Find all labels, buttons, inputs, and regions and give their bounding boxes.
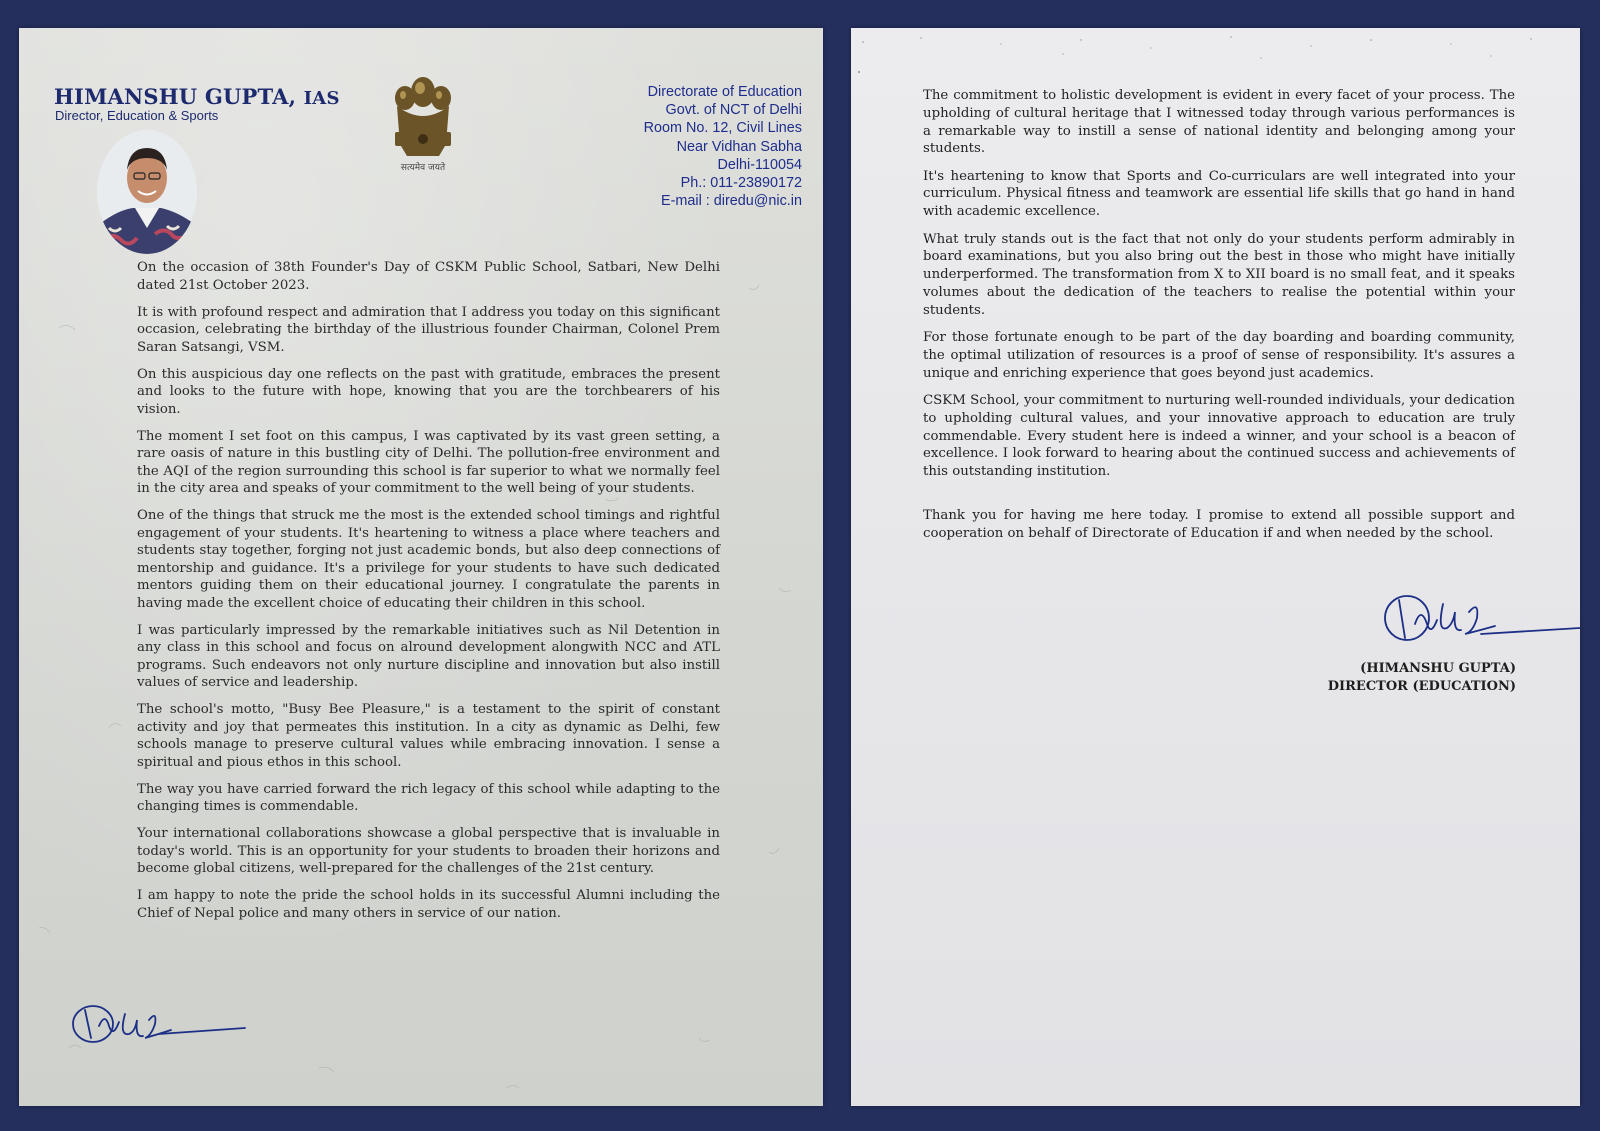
paragraph: CSKM School, your commitment to nurturing well-rounded individuals, your dedication to upholding cultural values, and your innovative approach to education are truly commendable. Every student here is indeed a winner, and your school is a beacon of excellence. I look forward to hearing about the continued success and achievements of this outstanding institution. <box>923 392 1515 480</box>
address-line: Room No. 12, Civil Lines <box>643 120 802 137</box>
address-line: E-mail : diredu@nic.in <box>661 193 802 210</box>
address-line: Govt. of NCT of Delhi <box>665 102 802 119</box>
paragraph: On the occasion of 38th Founder's Day of CSKM Public School, Satbari, New Delhi dated 21st October 2023. <box>137 260 720 293</box>
paragraph: The way you have carried forward the rich legacy of this school while adapting to the changing times is commendable. <box>137 781 720 814</box>
letter-body-page-1 <box>137 259 720 932</box>
director-photo <box>97 130 197 254</box>
emblem-motto: सत्यमेव जयते <box>400 163 446 173</box>
letter-body-page-2 <box>923 87 1515 552</box>
paragraph: It's heartening to know that Sports and Co-curriculars are well integrated into your curriculum. Physical fitness and teamwork are essential life skills that go hand in hand with academic excellence. <box>923 168 1515 220</box>
address-line: Delhi-110054 <box>717 156 802 173</box>
signature-initials <box>69 994 259 1050</box>
paragraph: One of the things that struck me the most is the extended school timings and rightful engagement of your students. It's heartening to witness a place where teachers and students stay together, forging not just academic bonds, but also deep connections of mentorship and guidance. It's a privilege for your students to have such dedicated mentors guiding them on their educational journey. I congratulate the parents in having made the excellent choice of educating their children in this school. <box>137 508 720 611</box>
closing-title: DIRECTOR (EDUCATION) <box>1327 679 1516 694</box>
paragraph: I am happy to note the pride the school holds in its successful Alumni including the Chief of Nepal police and many others in service of our nation. <box>137 888 720 921</box>
closing-block <box>1328 660 1516 696</box>
paragraph: The school's motto, "Busy Bee Pleasure," is a testament to the spirit of constant activity and joy that permeates this institution. In a city as dynamic as Delhi, few schools manage to preserve cultural values while embracing innovation. I sense a spiritual and pious ethos in this school. <box>137 702 720 770</box>
signature-initials <box>1381 590 1580 652</box>
paragraph: Thank you for having me here today. I promise to extend all possible support and cooperation on behalf of Directorate of Education if and when needed by the school. <box>923 507 1515 541</box>
paragraph: For those fortunate enough to be part of the day boarding and boarding community, the optimal utilization of resources is a proof of sense of responsibility. It's assures a unique and enriching experience that goes beyond just academics. <box>923 330 1515 381</box>
address-line: Directorate of Education <box>647 84 802 100</box>
address-line: Ph.: 011-23890172 <box>680 175 802 192</box>
paragraph: On this auspicious day one reflects on the past with gratitude, embraces the present and looks to the future with hope, knowing that you are the torchbearers of his vision. <box>137 366 720 417</box>
letterhead-name-suffix: IAS <box>303 88 340 109</box>
closing-name: (HIMANSHU GUPTA) <box>1360 661 1516 676</box>
letterhead-designation: Director, Education & Sports <box>55 108 219 123</box>
letter-page-2 <box>851 28 1580 1106</box>
paragraph: Your international collaborations showcase a global perspective that is invaluable in today's world. This is an opportunity for your students to broaden their horizons and become global citizens, well-prepared for the challenges of the 21st century. <box>137 826 720 876</box>
letterhead-name-text: HIMANSHU GUPTA, <box>54 84 297 109</box>
letter-page-1 <box>19 28 823 1106</box>
address-line: Near Vidhan Sabha <box>676 138 802 155</box>
paragraph: I was particularly impressed by the remarkable initiatives such as Nil Detention in any class in this school and focus on alround development alongwith NCC and ATL programs. Such endeavors not only nurture discipline and innovation but also instill values of service and leadership. <box>137 622 720 690</box>
letterhead-name <box>54 84 340 109</box>
letterhead-address <box>644 83 802 210</box>
paragraph: The commitment to holistic development is evident in every facet of your process. The upholding of cultural heritage that I witnessed today through various performances is a remarkable way to instill a sense of national identity and belonging among your students. <box>923 88 1515 157</box>
paragraph: The moment I set foot on this campus, I was captivated by its vast green setting, a rare oasis of nature in this bustling city of Delhi. The pollution-free environment and the AQI of the region surrounding this school is far superior to what we normally feel in the city area and speaks of your commitment to the well being of your students. <box>137 428 720 496</box>
paragraph: It is with profound respect and admiration that I address you today on this significant occasion, celebrating the birthday of the illustrious founder Chairman, Colonel Prem Saran Satsangi, VSM. <box>137 304 720 355</box>
paragraph: What truly stands out is the fact that not only do your students perform admirably in board examinations, but you also bring out the best in those who might have initially underperformed. The transformation from X to XII board is no small feat, and it speaks volumes about the dedication of the teachers to realise the potential within your students. <box>923 231 1515 318</box>
